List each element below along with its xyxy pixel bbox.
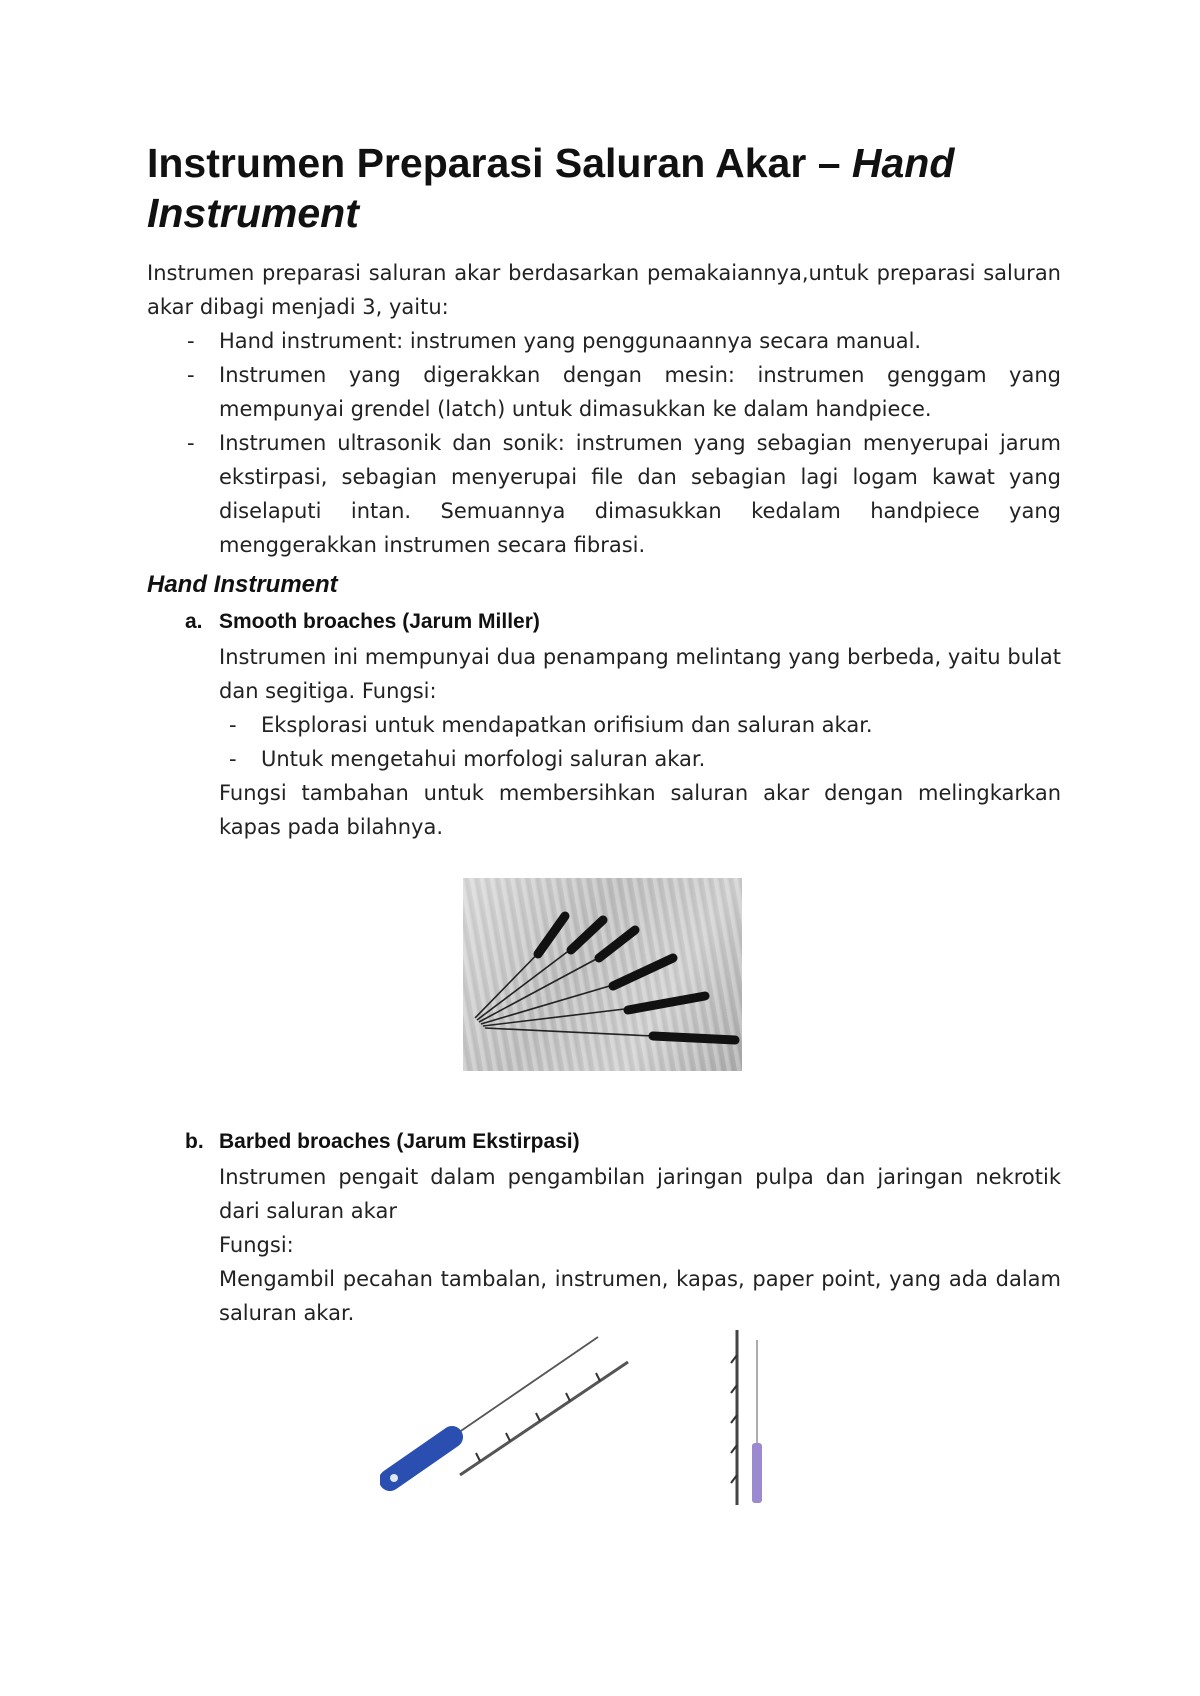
smooth-functions-list (219, 708, 1061, 776)
item-letter: b. (185, 1130, 204, 1153)
dash-marker: - (229, 747, 237, 771)
barbed-fungsi-text: Mengambil pecahan tambalan, instrumen, kapas, paper point, yang ada dalam saluran akar. (219, 1267, 1061, 1325)
barbs (476, 1373, 600, 1461)
barbed-section (147, 1124, 1061, 1330)
item-letter: a. (185, 610, 203, 633)
title-italic: Hand Instrument (147, 140, 955, 236)
needle-handle (571, 920, 603, 950)
heading-text: Barbed broaches (Jarum Ekstirpasi) (219, 1130, 580, 1153)
list-item (219, 708, 1061, 742)
dash-marker: - (187, 431, 195, 455)
broach-wire (452, 1337, 598, 1437)
barb (536, 1413, 540, 1421)
barbed-fungsi-label: Fungsi: (219, 1233, 294, 1257)
instrument-types-list (147, 324, 1061, 562)
blue-handle (390, 1437, 452, 1480)
barbed-broach-magnified (460, 1362, 628, 1475)
needle-handle (653, 1036, 735, 1040)
document-page (147, 138, 1061, 844)
heading-text: Smooth broaches (Jarum Miller) (219, 610, 540, 633)
broaches-illustration (463, 878, 742, 1071)
dash-marker: - (187, 363, 195, 387)
smooth-extra: Fungsi tambahan untuk membersihkan saluran akar dengan melingkarkan kapas pada bilahnya. (219, 781, 1061, 839)
needle-shaft (485, 1028, 653, 1036)
list-item-text: Hand instrument: instrumen yang penggunaannya secara manual. (219, 329, 922, 353)
needle-handle (613, 958, 673, 986)
page-title (147, 138, 1061, 238)
list-item-text: Instrumen yang digerakkan dengan mesin: instrumen genggam yang mempunyai grendel (latch) untuk dimasukkan ke dalam handpiece. (219, 363, 1061, 421)
title-main: Instrumen Preparasi Saluran Akar – (147, 140, 852, 186)
section-heading: Hand Instrument (147, 571, 338, 598)
needle-handle (538, 916, 565, 954)
smooth-functions-wrap (147, 708, 1061, 776)
needle-shafts (475, 938, 653, 1036)
barbed-broaches-illustration (380, 1325, 800, 1510)
list-item-text: Eksplorasi untuk mendapatkan orifisium dan saluran akar. (261, 713, 873, 737)
barb (596, 1373, 600, 1381)
list-item-text: Instrumen ultrasonik dan sonik: instrumen yang sebagian menyerupai jarum ekstirpasi, sebagian menyerupai file dan sebagian lagi logam kawat yang diselaputi intan. Semuannya dimasukkan kedalam handpiece yang menggerakkan instrumen secara fibrasi. (219, 431, 1061, 557)
list-item (147, 324, 1061, 358)
list-item (147, 426, 1061, 562)
dash-marker: - (229, 713, 237, 737)
barbed-broach-blue (390, 1337, 598, 1482)
smooth-broaches-heading (147, 604, 1061, 640)
needle-handle (628, 996, 705, 1010)
smooth-desc: Instrumen ini mempunyai dua penampang melintang yang berbeda, yaitu bulat dan segitiga. Fungsi: (219, 645, 1061, 703)
barb (566, 1393, 570, 1401)
needle-shaft (479, 950, 613, 1022)
intro-paragraph: Instrumen preparasi saluran akar berdasarkan pemakaiannya,untuk preparasi saluran akar dibagi menjadi 3, yaitu: (147, 261, 1061, 319)
smooth-broaches-photo (463, 878, 742, 1071)
list-item-text: Untuk mengetahui morfologi saluran akar. (261, 747, 706, 771)
needle-handle (599, 930, 635, 958)
barbed-broach-vertical (731, 1330, 762, 1505)
barbed-desc: Instrumen pengait dalam pengambilan jaringan pulpa dan jaringan nekrotik dari saluran akar (219, 1165, 1061, 1223)
purple-handle (752, 1443, 762, 1503)
barbed-shaft (460, 1362, 628, 1475)
needle-handles (538, 916, 735, 1040)
dash-marker: - (187, 329, 195, 353)
list-item (219, 742, 1061, 776)
handle-hole (390, 1474, 398, 1482)
list-item (147, 358, 1061, 426)
barbed-broaches-heading (147, 1124, 1061, 1160)
barb (506, 1433, 510, 1441)
barb (476, 1453, 480, 1461)
